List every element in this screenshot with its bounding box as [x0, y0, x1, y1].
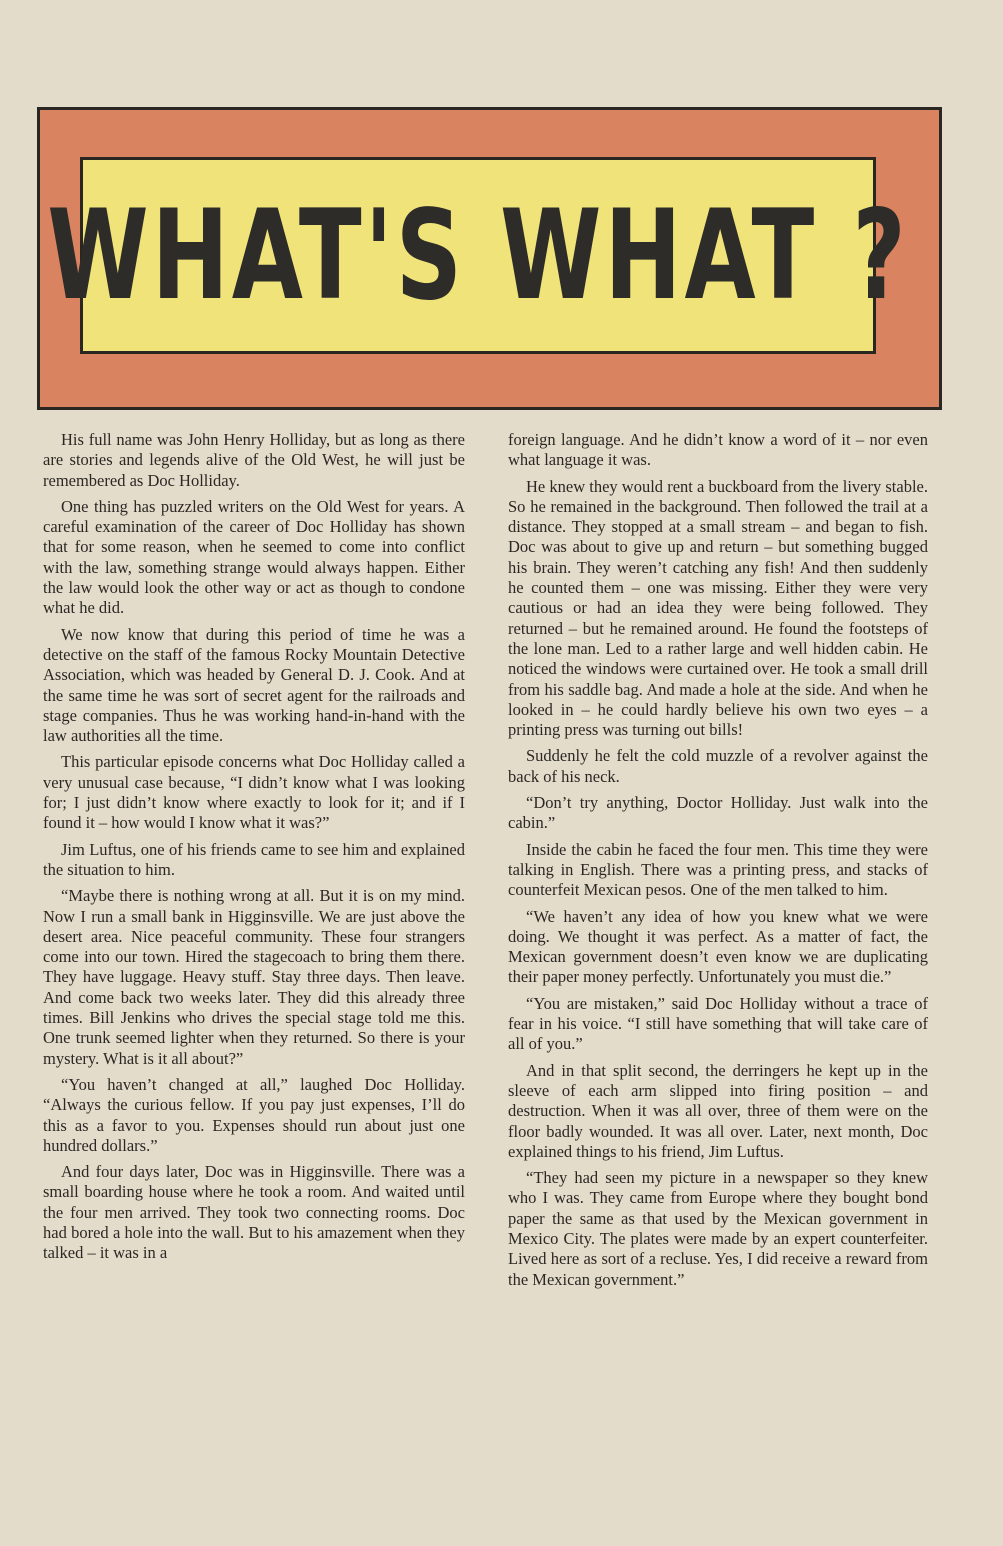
paragraph: Jim Luftus, one of his friends came to see him and explained the situation to him.	[43, 839, 465, 879]
paragraph: Inside the cabin he faced the four men. This time they were talking in English. There was a printing press, and stacks of counterfeit Mexican pesos. One of the men talked to him.	[508, 839, 928, 900]
article-column-right	[508, 430, 928, 1460]
paragraph: One thing has puzzled writers on the Old West for years. A careful examination of the career of Doc Holliday has shown that for some reason, when he seemed to come into conflict with the law, something strange would always happen. Either the law would look the other way or act as though to condone what he did.	[43, 496, 465, 618]
page-title: WHAT'S WHAT ?	[47, 183, 909, 328]
paragraph: This particular episode concerns what Doc Holliday called a very unusual case because, “I didn’t know what I was looking for; I just didn’t know where exactly to look for it; and if I found it – how would I know what it was?”	[43, 752, 465, 833]
paragraph: His full name was John Henry Holliday, but as long as there are stories and legends alive of the Old West, he will just be remembered as Doc Holliday.	[43, 430, 465, 490]
paragraph: “You are mistaken,” said Doc Holliday without a trace of fear in his voice. “I still have something that will take care of all of you.”	[508, 993, 928, 1054]
article-column-left	[43, 430, 465, 1460]
paragraph: “You haven’t changed at all,” laughed Doc Holliday. “Always the curious fellow. If you pay just expenses, I’ll do this as a favor to you. Expenses should run about just one hundred dollars.”	[43, 1074, 465, 1155]
paragraph: And four days later, Doc was in Higginsville. There was a small boarding house where he took a room. And waited until the four men arrived. They took two connecting rooms. Doc had bored a hole into the wall. But to his amazement when they talked – it was in a	[43, 1162, 465, 1263]
paragraph-continuation: foreign language. And he didn’t know a word of it – nor even what language it was.	[508, 430, 928, 470]
paragraph: “Maybe there is nothing wrong at all. But it is on my mind. Now I run a small bank in Higginsville. We are just above the desert area. Nice peaceful community. These four strangers come into our town. Hired the stagecoach to bring them there. They have luggage. Heavy stuff. Stay three days. Then leave. And come back two weeks later. They did this already three times. Bill Jenkins who drives the special stage told me this. One trunk seemed lighter when they returned. So there is your mystery. What is it all about?”	[43, 886, 465, 1068]
paragraph: He knew they would rent a buckboard from the livery stable. So he remained in the background. Then followed the trail at a distance. They stopped at a small stream – and began to fish. Doc was about to give up and return – but something bugged his brain. They weren’t catching any fish! And then suddenly he counted them – one was missing. Either they were very cautious or had an idea they were being followed. They returned – but he remained around. He found the footsteps of the lone man. Led to a rather large and well hidden cabin. He noticed the windows were curtained over. He took a small drill from his saddle bag. And made a hole at the side. And when he looked in – he could hardly believe his own two eyes – a printing press was turning out bills!	[508, 476, 928, 740]
paragraph: “We haven’t any idea of how you knew what we were doing. We thought it was perfect. As a matter of fact, the Mexican government doesn’t even know we are duplicating their paper money perfectly. Unfortunately you must die.”	[508, 906, 928, 987]
title-panel	[47, 157, 909, 354]
paragraph: Suddenly he felt the cold muzzle of a revolver against the back of his neck.	[508, 746, 928, 786]
paragraph: “Don’t try anything, Doctor Holliday. Just walk into the cabin.”	[508, 793, 928, 833]
paragraph: “They had seen my picture in a newspaper so they knew who I was. They came from Europe where they bought bond paper the same as that used by the Mexican government in Mexico City. The plates were made by an expert counterfeiter. Lived here as sort of a recluse. Yes, I did receive a reward from the Mexican government.”	[508, 1168, 928, 1289]
title-banner	[37, 107, 942, 410]
paragraph: We now know that during this period of time he was a detective on the staff of the famous Rocky Mountain Detective Association, which was headed by General D. J. Cook. And at the same time he was sort of secret agent for the railroads and stage companies. Thus he was working hand-in-hand with the law authorities all the time.	[43, 624, 465, 746]
paragraph: And in that split second, the derringers he kept up in the sleeve of each arm slipped into firing position – and destruction. When it was all over, three of them were on the floor badly wounded. It was all over. Later, next month, Doc explained things to his friend, Jim Luftus.	[508, 1060, 928, 1161]
